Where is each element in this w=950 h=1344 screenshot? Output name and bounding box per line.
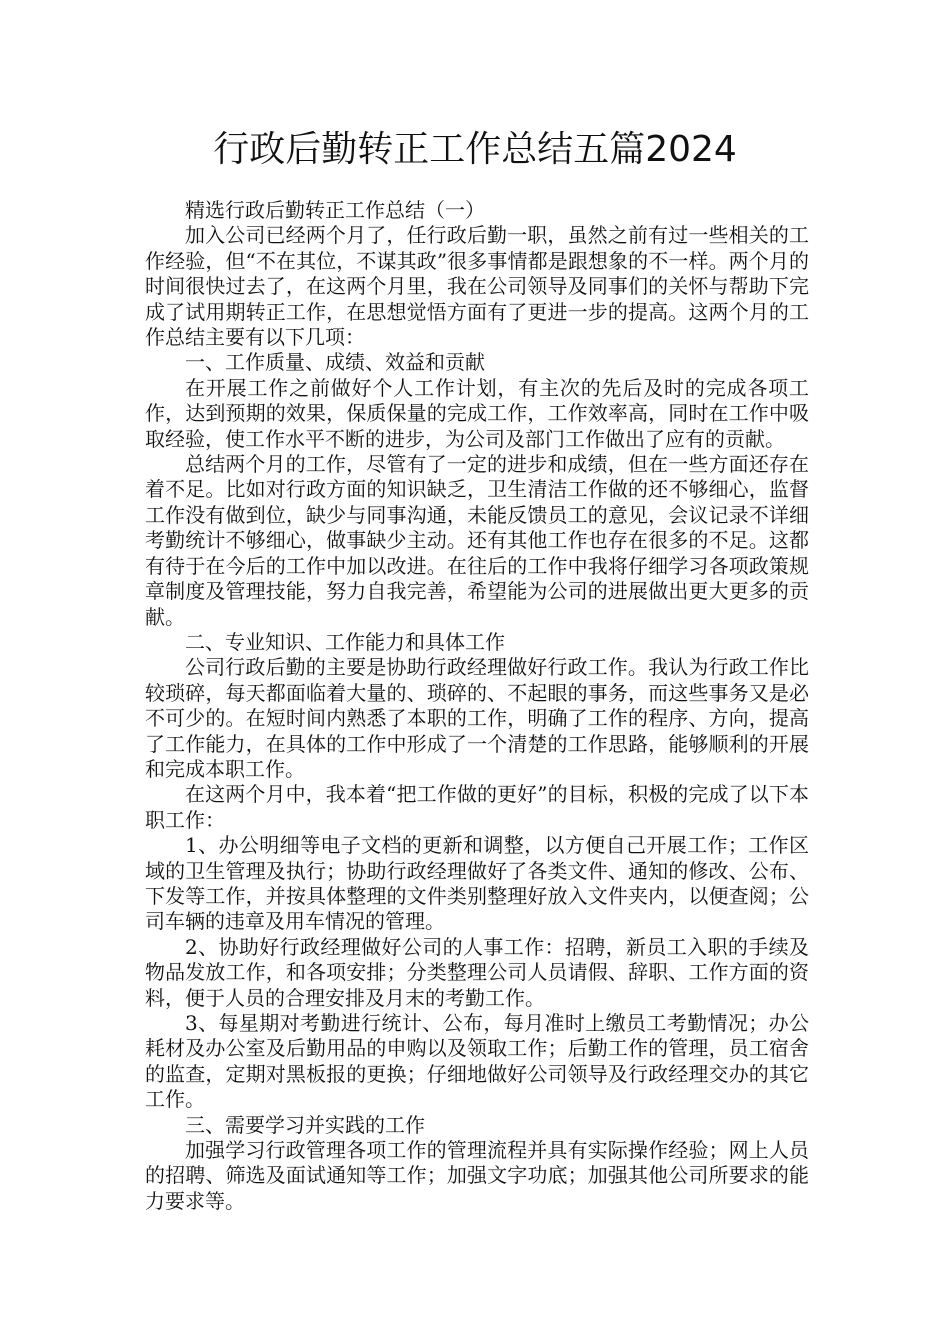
document-body xyxy=(145,198,809,1214)
body-paragraph: 在开展工作之前做好个人工作计划，有主次的先后及时的完成各项工作，达到预期的效果，保质保量的完成工作，工作效率高，同时在工作中吸取经验，使工作水平不断的进步，为公司及部门工作做出了应有的贡献。 xyxy=(145,375,809,451)
list-item: 3、每星期对考勤进行统计、公布，每月准时上缴员工考勤情况；办公耗材及办公室及后勤用品的申购以及领取工作；后勤工作的管理，员工宿舍的监查，定期对黑板报的更换；仔细地做好公司领导及行政经理交办的其它工作。 xyxy=(145,1011,809,1112)
section-heading: 三、需要学习并实践的工作 xyxy=(185,1112,425,1137)
body-paragraph: 总结两个月的工作，尽管有了一定的进步和成绩，但在一些方面还存在着不足。比如对行政方面的知识缺乏，卫生清洁工作做的还不够细心，监督工作没有做到位，缺少与同事沟通，未能反馈员工的意见，会议记录不详细考勤统计不够细心，做事缺少主动。还有其他工作也存在很多的不足。这都有待于在今后的工作中加以改进。在往后的工作中我将仔细学习各项政策规章制度及管理技能，努力自我完善，希望能为公司的进展做出更大更多的贡献。 xyxy=(145,452,809,629)
list-item: 2、协助好行政经理做好公司的人事工作：招聘，新员工入职的手续及物品发放工作，和各项安排；分类整理公司人员请假、辞职、工作方面的资料，便于人员的合理安排及月末的考勤工作。 xyxy=(145,934,809,1010)
section-heading: 二、专业知识、工作能力和具体工作 xyxy=(185,629,505,654)
section-subtitle: 精选行政后勤转正工作总结（一） xyxy=(185,198,485,222)
list-item: 1、办公明细等电子文档的更新和调整，以方便自己开展工作；工作区域的卫生管理及执行；协助行政经理做好了各类文件、通知的修改、公布、下发等工作，并按具体整理的文件类别整理好放入文件夹内，以便查阅；公司车辆的违章及用车情况的管理。 xyxy=(145,833,809,934)
section-heading: 一、工作质量、成绩、效益和贡献 xyxy=(185,350,485,375)
body-paragraph: 在这两个月中，我本着“把工作做的更好”的目标，积极的完成了以下本职工作： xyxy=(145,782,809,832)
body-paragraph: 加入公司已经两个月了，任行政后勤一职，虽然之前有过一些相关的工作经验，但“不在其位，不谋其政”很多事情都是跟想象的不一样。两个月的时间很快过去了，在这两个月里，我在公司领导及同事们的关怀与帮助下完成了试用期转正工作，在思想觉悟方面有了更进一步的提高。这两个月的工作总结主要有以下几项： xyxy=(145,223,809,350)
body-paragraph: 加强学习行政管理各项工作的管理流程并具有实际操作经验；网上人员的招聘、筛选及面试通知等工作；加强文字功底；加强其他公司所要求的能力要求等。 xyxy=(145,1138,809,1213)
document-title: 行政后勤转正工作总结五篇2024 xyxy=(213,129,737,170)
body-paragraph: 公司行政后勤的主要是协助行政经理做好行政工作。我认为行政工作比较琐碎，每天都面临着大量的、琐碎的、不起眼的事务，而这些事务又是必不可少的。在短时间内熟悉了本职的工作，明确了工作的程序、方向，提高了工作能力，在具体的工作中形成了一个清楚的工作思路，能够顺利的开展和完成本职工作。 xyxy=(145,655,809,781)
